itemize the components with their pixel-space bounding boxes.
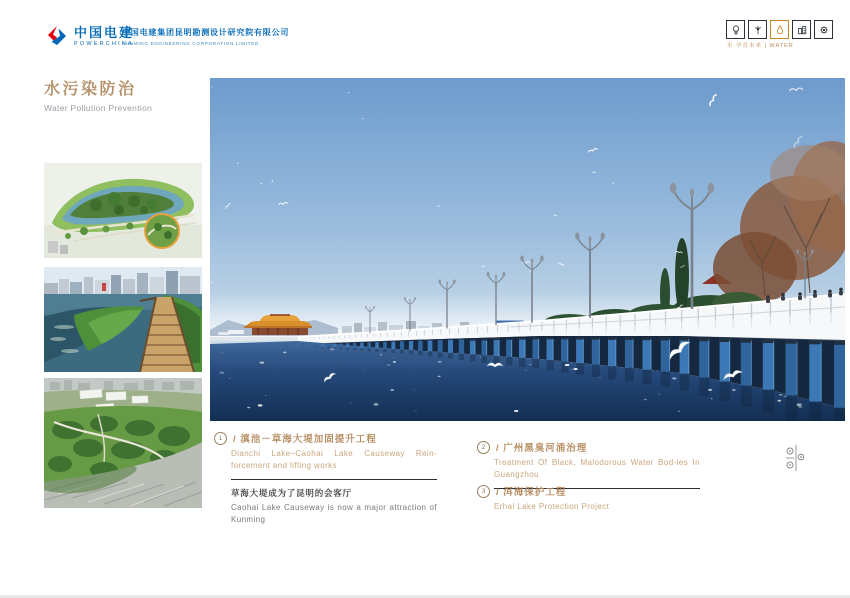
caption-title-cn: / 洱海保护工程 — [496, 487, 567, 498]
lightbulb-icon — [726, 20, 745, 39]
caption-title-en: Dianchi Lake–Caohai Lake Causeway Rein-forcement and lifting works — [231, 449, 437, 471]
caption-divider — [231, 479, 437, 480]
page-title-en: Water Pollution Prevention — [44, 103, 153, 113]
caption-dianchi-caohai — [214, 431, 446, 527]
powerchina-logo — [46, 25, 134, 47]
company-name-cn: 中国电建集团昆明勘测设计研究院有限公司 — [122, 28, 290, 37]
thumbnail-wetland-aerial — [44, 378, 202, 508]
page-ornament-mark — [785, 443, 807, 473]
caption-number-badge: 2 — [477, 441, 490, 454]
caption-erhai — [477, 484, 709, 513]
caption-title-en: Erhai Lake Protection Project — [494, 502, 610, 511]
caption-title-en: Treatment Of Black, Malodorous Water Bod-ies In Guangzhou — [494, 458, 700, 480]
section-icon-strip — [726, 20, 833, 39]
page-title — [44, 76, 152, 113]
logo-text-cn: 中国电建 — [74, 24, 135, 40]
caption-note-en: Caohai Lake Causeway is now a major attraction of Kunming — [231, 502, 437, 525]
thumbnail-lakeside-boardwalk — [44, 267, 202, 372]
section-tagline: 水 孕育未来 | WATER — [727, 43, 794, 49]
company-name-en: KUNMING ENGINEERING CORPORATION LIMITED — [122, 41, 259, 46]
wind-turbine-icon — [748, 20, 767, 39]
gear-icon — [814, 20, 833, 39]
caption-number-badge: 1 — [214, 432, 227, 445]
water-drop-icon — [770, 20, 789, 39]
powerchina-diamond-icon — [46, 25, 68, 47]
caption-number-badge: 3 — [477, 485, 490, 498]
caption-note-cn: 草海大堤成为了昆明的会客厅 — [231, 487, 352, 498]
caption-title-cn: / 滇池－草海大堤加固提升工程 — [233, 434, 377, 445]
page-title-cn: 水污染防治 — [44, 81, 137, 98]
buildings-icon — [792, 20, 811, 39]
company-name — [122, 27, 289, 46]
logo-text-en: POWERCHINA — [74, 40, 134, 47]
thumbnail-park-aerial-plan — [44, 163, 202, 258]
caption-title-cn: / 广州黑臭河涌治理 — [496, 443, 588, 454]
caption-guangzhou — [477, 440, 709, 489]
main-photo-caohai-causeway — [210, 78, 845, 421]
